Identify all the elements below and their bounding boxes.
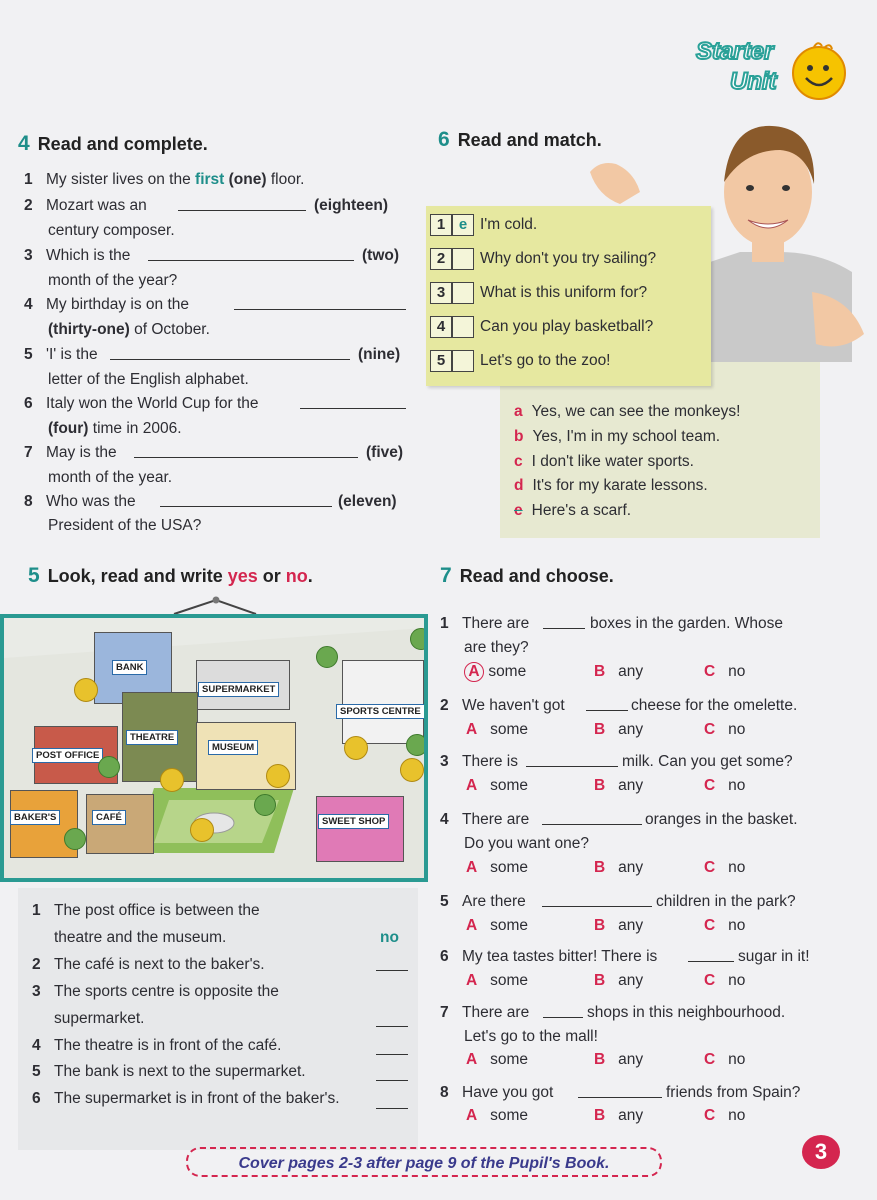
answer-blank[interactable] — [148, 246, 354, 261]
item-text: letter of the English alphabet. — [48, 371, 249, 388]
page-number: 3 — [802, 1135, 840, 1169]
item-text: The sports centre is opposite the — [54, 983, 279, 1000]
option-text: no — [728, 917, 746, 934]
item-text: month of the year. — [48, 469, 173, 486]
item-hint: (eighteen) — [314, 197, 389, 214]
sweet-shop-building — [316, 796, 404, 862]
item-number: 7 — [440, 1004, 449, 1021]
supermarket-sign: SUPERMARKET — [198, 682, 279, 697]
ex7-number: 7 — [440, 564, 452, 587]
item-number: 3 — [32, 983, 41, 1000]
cafe-sign: CAFÉ — [92, 810, 126, 825]
ex4-item-6-line2 — [48, 419, 182, 439]
option-letter: A — [466, 777, 478, 794]
item-hint: (one) — [228, 171, 267, 188]
match-answer-b — [514, 428, 720, 446]
option-letter: A — [466, 1107, 478, 1124]
answer-text: Yes, we can see the monkeys! — [531, 403, 741, 420]
answer-box[interactable] — [452, 282, 474, 304]
option-text: some — [488, 663, 527, 680]
option-a[interactable] — [466, 777, 528, 795]
item-hint: (nine) — [358, 346, 401, 363]
item-text: of October. — [129, 321, 210, 338]
answer-box[interactable]: e — [452, 214, 474, 236]
option-c[interactable] — [704, 1107, 745, 1125]
ex4-item-2 — [24, 196, 147, 216]
item-text: milk. Can you get some? — [622, 753, 793, 770]
item-text: We haven't got — [462, 697, 565, 714]
item-text: are they? — [464, 639, 529, 656]
option-letter: B — [594, 917, 606, 934]
ex6-number: 6 — [438, 128, 450, 151]
option-letter: C — [704, 777, 716, 794]
item-text: The bank is next to the supermarket. — [54, 1063, 306, 1080]
option-text: any — [618, 1107, 644, 1124]
item-text: The post office is between the — [54, 902, 260, 919]
item-text: cheese for the omelette. — [631, 697, 798, 714]
ex7-item-5 — [440, 892, 526, 912]
answer-blank — [578, 1083, 662, 1098]
option-c[interactable] — [704, 1051, 745, 1069]
ex5-title-dot: . — [307, 566, 313, 586]
option-letter: B — [594, 1107, 606, 1124]
option-text: no — [728, 859, 746, 876]
item-hint: (thirty-one) — [48, 321, 130, 338]
example-answer: no — [380, 929, 399, 946]
ex5-title: Look, read and write — [47, 566, 228, 586]
option-letter: C — [704, 721, 716, 738]
item-number: 6 — [440, 948, 449, 965]
item-text: Are there — [462, 893, 526, 910]
item-text: Have you got — [462, 1084, 554, 1101]
tree-icon — [344, 736, 368, 760]
question-text: Let's go to the zoo! — [480, 352, 611, 369]
answer-letter: a — [514, 403, 523, 420]
option-b[interactable] — [594, 1051, 643, 1069]
item-number: 4 — [24, 296, 33, 313]
option-text: any — [618, 721, 644, 738]
item-text: Do you want one? — [464, 835, 589, 852]
option-letter: A — [464, 662, 484, 682]
option-b[interactable] — [594, 917, 643, 935]
ex5-item-6 — [32, 1089, 340, 1109]
tree-icon — [98, 756, 120, 778]
ex4-item-6 — [24, 394, 259, 414]
item-text: 'I' is the — [46, 346, 98, 363]
option-text: no — [728, 1051, 746, 1068]
option-b[interactable] — [594, 777, 643, 795]
option-a[interactable] — [466, 721, 528, 739]
option-text: some — [490, 777, 529, 794]
match-question-5 — [430, 350, 611, 374]
answer-blank — [542, 892, 652, 907]
option-c[interactable] — [704, 721, 745, 739]
option-a[interactable] — [466, 917, 528, 935]
option-b[interactable] — [594, 1107, 643, 1125]
post-office-sign: POST OFFICE — [32, 748, 103, 763]
item-text: Which is the — [46, 247, 131, 264]
item-text: There are — [462, 1004, 530, 1021]
option-a[interactable] — [466, 859, 528, 877]
questions-panel — [426, 206, 711, 386]
item-text: May is the — [46, 444, 117, 461]
item-text: shops in this neighbourhood. — [587, 1004, 786, 1021]
option-letter: C — [704, 917, 716, 934]
item-text: oranges in the basket. — [645, 811, 798, 828]
option-b[interactable] — [594, 859, 643, 877]
item-text: The theatre is in front of the café. — [54, 1037, 282, 1054]
question-number: 2 — [430, 248, 452, 270]
option-text: no — [728, 1107, 746, 1124]
match-answer-d — [514, 477, 708, 495]
item-text: century composer. — [48, 222, 175, 239]
tree-icon — [254, 794, 276, 816]
answer-blank[interactable] — [110, 345, 350, 360]
item-number: 5 — [24, 346, 33, 363]
item-text: Italy won the World Cup for the — [46, 395, 259, 412]
option-letter: C — [704, 1051, 716, 1068]
ex5-item-2 — [32, 955, 265, 975]
sports-centre-building — [342, 660, 424, 744]
item-text: time in 2006. — [88, 420, 182, 437]
item-text: supermarket. — [54, 1010, 145, 1027]
item-text: My tea tastes bitter! There is — [462, 948, 658, 965]
option-letter: B — [594, 721, 606, 738]
answer-blank — [543, 1003, 583, 1018]
item-number: 3 — [440, 753, 449, 770]
ex5-item-4 — [32, 1036, 281, 1056]
answer-text: It's for my karate lessons. — [532, 477, 708, 494]
ex5-title-no: no — [285, 566, 308, 586]
match-answer-c — [514, 453, 694, 471]
answer-blank[interactable] — [300, 394, 406, 409]
item-text: There are — [462, 811, 530, 828]
ex5-title-or: or — [257, 566, 286, 586]
ex5-item-5 — [32, 1062, 306, 1082]
option-text: no — [728, 721, 746, 738]
option-letter: C — [704, 663, 716, 680]
item-number: 2 — [440, 697, 449, 714]
ex4-item-4-line2 — [48, 320, 210, 340]
tree-icon — [74, 678, 98, 702]
option-text: some — [490, 1107, 529, 1124]
map-hanger-icon — [170, 596, 260, 616]
tree-icon — [160, 768, 184, 792]
option-text: any — [618, 859, 644, 876]
bakers-sign: BAKER'S — [10, 810, 60, 825]
ex4-number: 4 — [18, 132, 30, 155]
ex4-item-7 — [24, 443, 117, 463]
option-text: some — [490, 859, 529, 876]
ex7-title: Read and choose. — [459, 566, 614, 586]
item-text: friends from Spain? — [666, 1084, 801, 1101]
answer-letter: c — [514, 453, 523, 470]
theatre-sign: THEATRE — [126, 730, 178, 745]
ex7-item-1 — [440, 614, 529, 634]
option-b[interactable] — [594, 721, 643, 739]
item-number: 1 — [440, 615, 449, 632]
option-text: some — [490, 917, 529, 934]
ex5-heading — [28, 564, 313, 588]
ex7-heading — [440, 564, 614, 588]
match-question-4 — [430, 316, 653, 340]
option-text: any — [618, 972, 644, 989]
ex4-item-1 — [24, 170, 304, 190]
item-number: 6 — [24, 395, 33, 412]
option-a[interactable] — [464, 662, 526, 682]
option-text: some — [490, 1051, 529, 1068]
option-a[interactable] — [466, 1051, 528, 1069]
answer-text: Here's a scarf. — [531, 502, 632, 519]
item-hint: (eleven) — [338, 493, 397, 510]
example-answer: first — [195, 171, 225, 188]
item-number: 8 — [24, 493, 33, 510]
item-hint: (five) — [366, 444, 404, 461]
option-text: some — [490, 972, 529, 989]
option-text: any — [618, 777, 644, 794]
ex4-item-5 — [24, 345, 98, 365]
item-text: Let's go to the mall! — [464, 1028, 598, 1045]
option-letter: C — [704, 972, 716, 989]
match-question-3 — [430, 282, 647, 306]
option-letter: B — [594, 1051, 606, 1068]
ex7-item-4 — [440, 810, 529, 830]
question-text: Why don't you try sailing? — [480, 250, 657, 267]
question-text: I'm cold. — [480, 216, 538, 233]
answer-letter-used: e — [514, 502, 523, 519]
item-text: boxes in the garden. Whose — [590, 615, 784, 632]
option-letter: B — [594, 859, 606, 876]
tree-icon — [406, 734, 428, 756]
ex4-heading — [18, 132, 208, 156]
answer-blank[interactable] — [376, 1066, 408, 1081]
item-number: 5 — [440, 893, 449, 910]
option-letter: B — [594, 663, 606, 680]
option-c[interactable] — [704, 777, 745, 795]
ex7-item-3 — [440, 752, 518, 772]
answer-blank[interactable] — [376, 1040, 408, 1055]
option-c[interactable] — [704, 917, 745, 935]
starter-unit-badge — [696, 36, 856, 106]
answer-blank[interactable] — [160, 492, 332, 507]
item-number: 8 — [440, 1084, 449, 1101]
badge-line1: Starter — [696, 38, 774, 65]
ex4-item-3 — [24, 246, 130, 266]
footer-note: Cover pages 2-3 after page 9 of the Pupil's Book. — [186, 1147, 662, 1177]
option-letter: A — [466, 859, 478, 876]
item-hint: (two) — [362, 247, 400, 264]
option-letter: A — [466, 972, 478, 989]
sweet-shop-sign: SWEET SHOP — [318, 814, 389, 829]
answer-blank[interactable] — [376, 956, 408, 971]
answer-blank — [542, 810, 642, 825]
question-number: 4 — [430, 316, 452, 338]
item-text: There is — [462, 753, 518, 770]
option-text: any — [618, 663, 644, 680]
item-text: President of the USA? — [48, 517, 202, 534]
question-text: Can you play basketball? — [480, 318, 654, 335]
option-letter: A — [466, 917, 478, 934]
tree-icon — [400, 758, 424, 782]
option-text: any — [618, 917, 644, 934]
answer-box[interactable] — [452, 248, 474, 270]
museum-sign: MUSEUM — [208, 740, 258, 755]
item-number: 4 — [440, 811, 449, 828]
item-text: The café is next to the baker's. — [54, 956, 265, 973]
item-text: The supermarket is in front of the baker's. — [54, 1090, 340, 1107]
item-text: Who was the — [46, 493, 136, 510]
tree-icon — [64, 828, 86, 850]
option-letter: B — [594, 972, 606, 989]
option-b[interactable] — [594, 663, 643, 681]
answer-box[interactable] — [452, 316, 474, 338]
answer-blank[interactable] — [234, 295, 406, 310]
tree-icon — [316, 646, 338, 668]
ex7-item-6 — [440, 947, 657, 967]
answer-blank[interactable] — [376, 1094, 408, 1109]
item-number: 7 — [24, 444, 33, 461]
ex6-heading — [438, 128, 602, 152]
question-number: 1 — [430, 214, 452, 236]
tree-icon — [266, 764, 290, 788]
ex7-item-8 — [440, 1083, 553, 1103]
option-a[interactable] — [466, 1107, 528, 1125]
answer-letter: b — [514, 428, 524, 445]
match-question-1 — [430, 214, 537, 238]
tree-icon — [410, 628, 428, 650]
option-a[interactable] — [466, 972, 528, 990]
option-text: no — [728, 972, 746, 989]
ex6-title: Read and match. — [457, 130, 602, 150]
ex7-item-7 — [440, 1003, 529, 1023]
question-text: What is this uniform for? — [480, 284, 648, 301]
item-number: 2 — [32, 956, 41, 973]
answer-blank — [526, 752, 618, 767]
match-answer-a — [514, 403, 740, 421]
bank-sign: BANK — [112, 660, 147, 675]
answer-text: I don't like water sports. — [531, 453, 694, 470]
item-text: floor. — [266, 171, 305, 188]
option-letter: C — [704, 1107, 716, 1124]
option-text: no — [728, 663, 746, 680]
item-text: children in the park? — [656, 893, 796, 910]
match-answer-e — [514, 502, 631, 520]
option-c[interactable] — [704, 663, 745, 681]
question-number: 5 — [430, 350, 452, 372]
badge-line2: Unit — [730, 68, 777, 95]
item-number: 1 — [32, 902, 41, 919]
option-letter: C — [704, 859, 716, 876]
question-number: 3 — [430, 282, 452, 304]
option-c[interactable] — [704, 972, 745, 990]
answer-blank — [688, 947, 734, 962]
item-text: theatre and the museum. — [54, 929, 227, 946]
ex5-title-yes: yes — [227, 566, 258, 586]
item-text: Mozart was an — [46, 197, 147, 214]
option-c[interactable] — [704, 859, 745, 877]
option-letter: A — [466, 721, 478, 738]
item-text: My birthday is on the — [46, 296, 190, 313]
answer-letter: d — [514, 477, 524, 494]
answer-text: Yes, I'm in my school team. — [532, 428, 721, 445]
item-number: 1 — [24, 171, 33, 188]
item-text: My sister lives on the — [46, 171, 196, 188]
item-text: sugar in it! — [738, 948, 810, 965]
item-number: 6 — [32, 1090, 41, 1107]
ex4-item-4 — [24, 295, 189, 315]
smiley-face-icon — [788, 40, 850, 102]
option-letter: B — [594, 777, 606, 794]
option-b[interactable] — [594, 972, 643, 990]
tree-icon — [190, 818, 214, 842]
ex4-title: Read and complete. — [37, 134, 208, 154]
answer-box[interactable] — [452, 350, 474, 372]
item-hint: (four) — [48, 420, 89, 437]
ex7-item-2 — [440, 696, 565, 716]
ex5-item-3 — [32, 982, 279, 1002]
option-text: no — [728, 777, 746, 794]
answer-blank[interactable] — [134, 443, 358, 458]
ex5-item-1 — [32, 901, 260, 921]
sports-centre-sign: SPORTS CENTRE — [336, 704, 425, 719]
option-text: some — [490, 721, 529, 738]
item-text: There are — [462, 615, 530, 632]
match-question-2 — [430, 248, 656, 272]
item-number: 5 — [32, 1063, 41, 1080]
item-number: 2 — [24, 197, 33, 214]
item-number: 3 — [24, 247, 33, 264]
option-text: any — [618, 1051, 644, 1068]
town-map — [0, 614, 428, 882]
item-text: month of the year? — [48, 272, 178, 289]
ex4-item-8 — [24, 492, 136, 512]
option-letter: A — [466, 1051, 478, 1068]
answer-blank — [543, 614, 585, 629]
answer-blank — [586, 696, 628, 711]
answer-blank[interactable] — [376, 1012, 408, 1027]
ex5-number: 5 — [28, 564, 40, 587]
answer-blank[interactable] — [178, 196, 306, 211]
item-number: 4 — [32, 1037, 41, 1054]
